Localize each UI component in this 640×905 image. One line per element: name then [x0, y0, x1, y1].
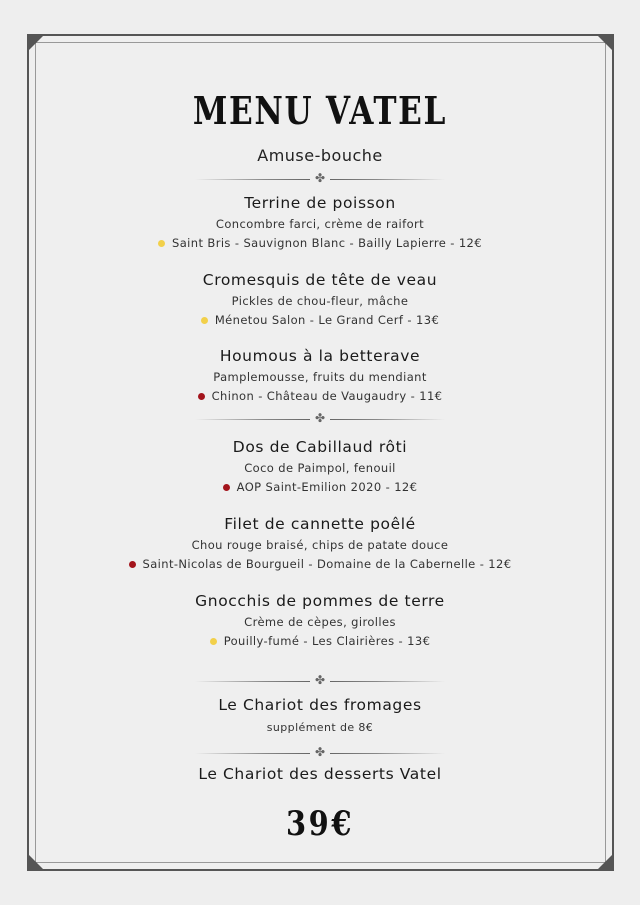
cheese-trolley-title: Le Chariot des fromages — [218, 696, 422, 714]
dish-item — [0, 345, 640, 405]
wine-text: Pouilly-fumé - Les Clairières - 13€ — [223, 634, 431, 648]
ornament-icon: ✤ — [314, 673, 326, 687]
red-wine-dot-icon — [129, 561, 136, 568]
dish-item — [0, 269, 640, 329]
ornament-icon: ✤ — [314, 171, 326, 185]
wine-pairing — [0, 478, 640, 496]
wine-text: AOP Saint-Emilion 2020 - 12€ — [236, 480, 418, 494]
divider — [195, 411, 445, 425]
dish-description: Chou rouge braisé, chips de patate douce — [191, 538, 449, 552]
wine-pairing — [0, 387, 640, 405]
dish-name: Houmous à la betterave — [219, 347, 421, 365]
white-wine-dot-icon — [210, 638, 217, 645]
ornament-icon: ✤ — [314, 411, 326, 425]
dish-description: Concombre farci, crème de raifort — [215, 217, 425, 231]
divider — [195, 673, 445, 687]
wine-pairing — [0, 632, 640, 650]
dish-name: Cromesquis de tête de veau — [202, 271, 438, 289]
white-wine-dot-icon — [158, 240, 165, 247]
dish-description: Pamplemousse, fruits du mendiant — [213, 370, 427, 384]
wine-text: Ménetou Salon - Le Grand Cerf - 13€ — [214, 313, 440, 327]
dish-name: Terrine de poisson — [244, 194, 396, 212]
wine-text: Chinon - Château de Vaugaudry - 11€ — [211, 389, 443, 403]
wine-text: Saint-Nicolas de Bourgueil - Domaine de la Cabernelle - 12€ — [142, 557, 512, 571]
dish-item — [0, 513, 640, 573]
dish-name: Dos de Cabillaud rôti — [232, 438, 408, 456]
dish-name: Filet de cannette poêlé — [224, 515, 416, 533]
divider — [195, 171, 445, 185]
dish-item — [0, 590, 640, 650]
wine-text: Saint Bris - Sauvignon Blanc - Bailly Lapierre - 12€ — [172, 236, 482, 250]
amuse-bouche-label: Amuse-bouche — [257, 146, 383, 165]
cheese-supplement: supplément de 8€ — [266, 721, 374, 734]
ornament-icon: ✤ — [314, 745, 326, 759]
dish-description: Crème de cèpes, girolles — [244, 615, 396, 629]
divider — [195, 745, 445, 759]
dessert-trolley-title: Le Chariot des desserts Vatel — [198, 765, 442, 783]
wine-pairing — [0, 311, 640, 329]
menu-title: MENU VATEL — [192, 88, 448, 133]
dish-item — [0, 192, 640, 252]
red-wine-dot-icon — [198, 393, 205, 400]
dish-item — [0, 436, 640, 496]
wine-pairing — [0, 234, 640, 252]
white-wine-dot-icon — [201, 317, 208, 324]
dish-name: Gnocchis de pommes de terre — [195, 592, 445, 610]
dish-description: Coco de Paimpol, fenouil — [244, 461, 396, 475]
dish-description: Pickles de chou-fleur, mâche — [231, 294, 409, 308]
wine-pairing — [0, 555, 640, 573]
red-wine-dot-icon — [223, 484, 230, 491]
menu-price: 39€ — [286, 804, 354, 844]
